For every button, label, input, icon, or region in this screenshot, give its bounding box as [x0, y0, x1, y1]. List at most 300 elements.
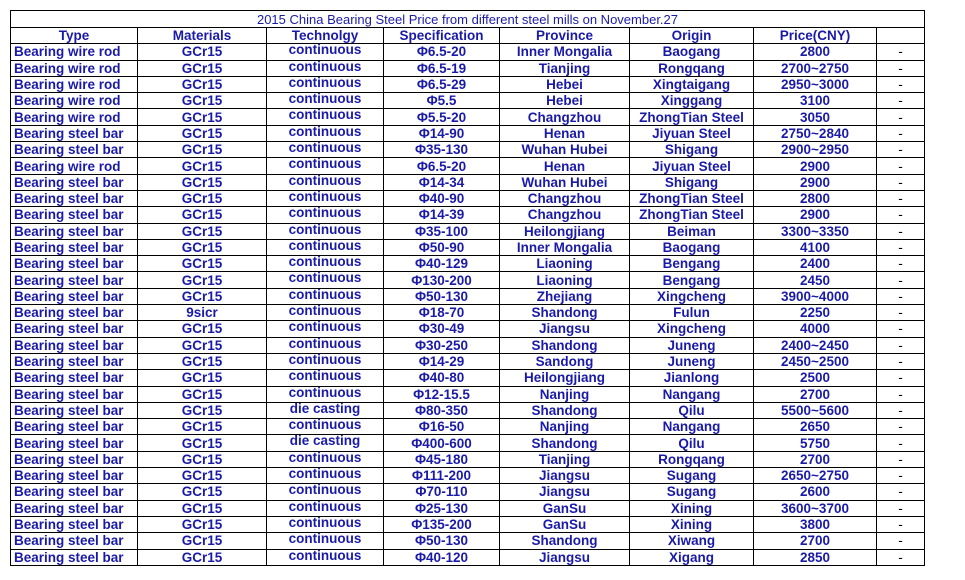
price-cell: 2450~2500 — [754, 353, 877, 369]
extra-cell: - — [877, 109, 925, 125]
province-cell: Sandong — [500, 353, 630, 369]
technology-cell: continuous — [267, 60, 384, 76]
province-cell: Shandong — [500, 337, 630, 353]
specification-cell: Φ25-130 — [384, 500, 500, 516]
type-cell: Bearing wire rod — [11, 60, 138, 76]
extra-cell: - — [877, 353, 925, 369]
specification-cell: Φ35-130 — [384, 142, 500, 158]
extra-cell: - — [877, 76, 925, 92]
price-cell: 5750 — [754, 435, 877, 451]
material-cell: GCr15 — [138, 468, 267, 484]
origin-cell: Xiwang — [630, 533, 754, 549]
technology-cell: continuous — [267, 305, 384, 321]
specification-cell: Φ40-90 — [384, 190, 500, 206]
origin-cell: Nangang — [630, 386, 754, 402]
type-cell: Bearing steel bar — [11, 435, 138, 451]
table-row — [11, 321, 925, 337]
material-cell: GCr15 — [138, 158, 267, 174]
material-cell: GCr15 — [138, 93, 267, 109]
specification-cell: Φ50-130 — [384, 288, 500, 304]
extra-cell: - — [877, 288, 925, 304]
specification-cell: Φ40-80 — [384, 370, 500, 386]
header-province: Province — [500, 28, 630, 44]
extra-cell: - — [877, 44, 925, 60]
type-cell: Bearing wire rod — [11, 158, 138, 174]
price-cell: 2400 — [754, 256, 877, 272]
specification-cell: Φ16-50 — [384, 419, 500, 435]
table-row — [11, 500, 925, 516]
technology-cell: continuous — [267, 239, 384, 255]
specification-cell: Φ111-200 — [384, 468, 500, 484]
province-cell: Liaoning — [500, 272, 630, 288]
province-cell: Jiangsu — [500, 468, 630, 484]
technology-cell: continuous — [267, 44, 384, 60]
table-row — [11, 223, 925, 239]
origin-cell: Sugang — [630, 484, 754, 500]
extra-cell: - — [877, 337, 925, 353]
extra-cell: - — [877, 370, 925, 386]
extra-cell: - — [877, 207, 925, 223]
material-cell: GCr15 — [138, 174, 267, 190]
technology-cell: continuous — [267, 190, 384, 206]
origin-cell: Baogang — [630, 239, 754, 255]
table-row — [11, 256, 925, 272]
technology-cell: continuous — [267, 158, 384, 174]
origin-cell: Nangang — [630, 419, 754, 435]
province-cell: Shandong — [500, 402, 630, 418]
material-cell: GCr15 — [138, 109, 267, 125]
type-cell: Bearing steel bar — [11, 305, 138, 321]
table-row — [11, 353, 925, 369]
type-cell: Bearing steel bar — [11, 516, 138, 532]
origin-cell: Shigang — [630, 142, 754, 158]
extra-cell: - — [877, 239, 925, 255]
technology-cell: continuous — [267, 76, 384, 92]
extra-cell: - — [877, 500, 925, 516]
type-cell: Bearing steel bar — [11, 142, 138, 158]
province-cell: Zhejiang — [500, 288, 630, 304]
technology-cell: continuous — [267, 451, 384, 467]
price-cell: 2650 — [754, 419, 877, 435]
origin-cell: Sugang — [630, 468, 754, 484]
extra-cell: - — [877, 468, 925, 484]
extra-cell: - — [877, 272, 925, 288]
province-cell: GanSu — [500, 500, 630, 516]
price-cell: 2600 — [754, 484, 877, 500]
price-cell: 2800 — [754, 44, 877, 60]
province-cell: Shandong — [500, 435, 630, 451]
origin-cell: Bengang — [630, 272, 754, 288]
type-cell: Bearing steel bar — [11, 370, 138, 386]
type-cell: Bearing steel bar — [11, 353, 138, 369]
origin-cell: Xingtaigang — [630, 76, 754, 92]
extra-cell: - — [877, 256, 925, 272]
table-row — [11, 516, 925, 532]
specification-cell: Φ45-180 — [384, 451, 500, 467]
origin-cell: Xingcheng — [630, 321, 754, 337]
table-row — [11, 533, 925, 549]
origin-cell: Bengang — [630, 256, 754, 272]
price-cell: 2700~2750 — [754, 60, 877, 76]
table-row — [11, 142, 925, 158]
header-extra — [877, 28, 925, 44]
price-cell: 2900 — [754, 174, 877, 190]
material-cell: GCr15 — [138, 402, 267, 418]
price-cell: 4000 — [754, 321, 877, 337]
province-cell: Shandong — [500, 305, 630, 321]
material-cell: GCr15 — [138, 125, 267, 141]
table-row — [11, 451, 925, 467]
origin-cell: ZhongTian Steel — [630, 207, 754, 223]
price-cell: 2450 — [754, 272, 877, 288]
price-cell: 2950~3000 — [754, 76, 877, 92]
specification-cell: Φ12-15.5 — [384, 386, 500, 402]
specification-cell: Φ5.5-20 — [384, 109, 500, 125]
specification-cell: Φ5.5 — [384, 93, 500, 109]
material-cell: GCr15 — [138, 370, 267, 386]
technology-cell: continuous — [267, 500, 384, 516]
technology-cell: continuous — [267, 288, 384, 304]
province-cell: Inner Mongalia — [500, 44, 630, 60]
specification-cell: Φ6.5-19 — [384, 60, 500, 76]
header-materials: Materials — [138, 28, 267, 44]
origin-cell: Rongqang — [630, 60, 754, 76]
origin-cell: Xigang — [630, 549, 754, 565]
province-cell: Heilongjiang — [500, 223, 630, 239]
table-row — [11, 468, 925, 484]
type-cell: Bearing steel bar — [11, 402, 138, 418]
material-cell: 9sicr — [138, 305, 267, 321]
price-cell: 3800 — [754, 516, 877, 532]
price-cell: 2700 — [754, 533, 877, 549]
province-cell: Jiangsu — [500, 549, 630, 565]
type-cell: Bearing steel bar — [11, 223, 138, 239]
type-cell: Bearing steel bar — [11, 337, 138, 353]
price-cell: 4100 — [754, 239, 877, 255]
table-row — [11, 370, 925, 386]
type-cell: Bearing steel bar — [11, 288, 138, 304]
specification-cell: Φ135-200 — [384, 516, 500, 532]
origin-cell: Shigang — [630, 174, 754, 190]
material-cell: GCr15 — [138, 142, 267, 158]
specification-cell: Φ14-90 — [384, 125, 500, 141]
type-cell: Bearing steel bar — [11, 207, 138, 223]
origin-cell: Fulun — [630, 305, 754, 321]
header-type: Type — [11, 28, 138, 44]
type-cell: Bearing wire rod — [11, 44, 138, 60]
type-cell: Bearing steel bar — [11, 256, 138, 272]
table-row — [11, 190, 925, 206]
material-cell: GCr15 — [138, 549, 267, 565]
table-row — [11, 60, 925, 76]
type-cell: Bearing steel bar — [11, 419, 138, 435]
price-cell: 2800 — [754, 190, 877, 206]
table-row — [11, 484, 925, 500]
extra-cell: - — [877, 321, 925, 337]
extra-cell: - — [877, 223, 925, 239]
type-cell: Bearing steel bar — [11, 484, 138, 500]
extra-cell: - — [877, 158, 925, 174]
specification-cell: Φ30-49 — [384, 321, 500, 337]
origin-cell: Xingcheng — [630, 288, 754, 304]
province-cell: Shandong — [500, 533, 630, 549]
title-row — [11, 11, 925, 28]
province-cell: Nanjing — [500, 419, 630, 435]
technology-cell: continuous — [267, 93, 384, 109]
material-cell: GCr15 — [138, 256, 267, 272]
specification-cell: Φ30-250 — [384, 337, 500, 353]
type-cell: Bearing steel bar — [11, 321, 138, 337]
origin-cell: Qilu — [630, 435, 754, 451]
province-cell: Changzhou — [500, 207, 630, 223]
origin-cell: ZhongTian Steel — [630, 109, 754, 125]
origin-cell: Jiyuan Steel — [630, 158, 754, 174]
material-cell: GCr15 — [138, 190, 267, 206]
price-cell: 2750~2840 — [754, 125, 877, 141]
type-cell: Bearing steel bar — [11, 272, 138, 288]
technology-cell: continuous — [267, 256, 384, 272]
type-cell: Bearing wire rod — [11, 93, 138, 109]
extra-cell: - — [877, 174, 925, 190]
table-row — [11, 207, 925, 223]
specification-cell: Φ50-130 — [384, 533, 500, 549]
technology-cell: continuous — [267, 223, 384, 239]
province-cell: Jiangsu — [500, 484, 630, 500]
table-row — [11, 44, 925, 60]
specification-cell: Φ6.5-20 — [384, 44, 500, 60]
specification-cell: Φ130-200 — [384, 272, 500, 288]
province-cell: Tianjing — [500, 60, 630, 76]
specification-cell: Φ70-110 — [384, 484, 500, 500]
specification-cell: Φ14-29 — [384, 353, 500, 369]
technology-cell: continuous — [267, 386, 384, 402]
material-cell: GCr15 — [138, 223, 267, 239]
province-cell: Liaoning — [500, 256, 630, 272]
technology-cell: continuous — [267, 337, 384, 353]
technology-cell: continuous — [267, 142, 384, 158]
specification-cell: Φ400-600 — [384, 435, 500, 451]
price-cell: 2900 — [754, 207, 877, 223]
province-cell: Wuhan Hubei — [500, 174, 630, 190]
technology-cell: die casting — [267, 402, 384, 418]
origin-cell: Jianlong — [630, 370, 754, 386]
extra-cell: - — [877, 533, 925, 549]
province-cell: Tianjing — [500, 451, 630, 467]
origin-cell: Beiman — [630, 223, 754, 239]
price-table — [10, 10, 925, 566]
extra-cell: - — [877, 435, 925, 451]
technology-cell: continuous — [267, 125, 384, 141]
province-cell: GanSu — [500, 516, 630, 532]
type-cell: Bearing steel bar — [11, 549, 138, 565]
type-cell: Bearing steel bar — [11, 500, 138, 516]
technology-cell: continuous — [267, 419, 384, 435]
material-cell: GCr15 — [138, 60, 267, 76]
table-row — [11, 174, 925, 190]
origin-cell: Xining — [630, 500, 754, 516]
province-cell: Heilongjiang — [500, 370, 630, 386]
origin-cell: Rongqang — [630, 451, 754, 467]
table-row — [11, 305, 925, 321]
price-cell: 3600~3700 — [754, 500, 877, 516]
specification-cell: Φ6.5-29 — [384, 76, 500, 92]
province-cell: Inner Mongalia — [500, 239, 630, 255]
extra-cell: - — [877, 451, 925, 467]
material-cell: GCr15 — [138, 239, 267, 255]
material-cell: GCr15 — [138, 76, 267, 92]
type-cell: Bearing wire rod — [11, 109, 138, 125]
table-row — [11, 419, 925, 435]
type-cell: Bearing steel bar — [11, 468, 138, 484]
material-cell: GCr15 — [138, 484, 267, 500]
specification-cell: Φ14-39 — [384, 207, 500, 223]
material-cell: GCr15 — [138, 207, 267, 223]
technology-cell: continuous — [267, 516, 384, 532]
type-cell: Bearing steel bar — [11, 190, 138, 206]
extra-cell: - — [877, 484, 925, 500]
origin-cell: Jiyuan Steel — [630, 125, 754, 141]
origin-cell: Baogang — [630, 44, 754, 60]
header-specification: Specification — [384, 28, 500, 44]
extra-cell: - — [877, 60, 925, 76]
province-cell: Hebei — [500, 76, 630, 92]
province-cell: Nanjing — [500, 386, 630, 402]
price-cell: 2650~2750 — [754, 468, 877, 484]
type-cell: Bearing wire rod — [11, 76, 138, 92]
header-technology: Technolgy — [267, 28, 384, 44]
extra-cell: - — [877, 549, 925, 565]
origin-cell: Xining — [630, 516, 754, 532]
table-row — [11, 402, 925, 418]
table-row — [11, 337, 925, 353]
header-origin: Origin — [630, 28, 754, 44]
technology-cell: continuous — [267, 484, 384, 500]
extra-cell: - — [877, 93, 925, 109]
table-row — [11, 158, 925, 174]
price-cell: 2850 — [754, 549, 877, 565]
table-row — [11, 76, 925, 92]
technology-cell: continuous — [267, 468, 384, 484]
technology-cell: die casting — [267, 435, 384, 451]
specification-cell: Φ80-350 — [384, 402, 500, 418]
province-cell: Wuhan Hubei — [500, 142, 630, 158]
material-cell: GCr15 — [138, 288, 267, 304]
type-cell: Bearing steel bar — [11, 386, 138, 402]
table-row — [11, 288, 925, 304]
technology-cell: continuous — [267, 207, 384, 223]
price-cell: 3900~4000 — [754, 288, 877, 304]
province-cell: Changzhou — [500, 109, 630, 125]
price-cell: 3300~3350 — [754, 223, 877, 239]
extra-cell: - — [877, 305, 925, 321]
extra-cell: - — [877, 190, 925, 206]
price-cell: 2250 — [754, 305, 877, 321]
material-cell: GCr15 — [138, 451, 267, 467]
specification-cell: Φ35-100 — [384, 223, 500, 239]
type-cell: Bearing steel bar — [11, 533, 138, 549]
table-title: 2015 China Bearing Steel Price from different steel mills on November.27 — [11, 11, 925, 28]
extra-cell: - — [877, 125, 925, 141]
technology-cell: continuous — [267, 174, 384, 190]
province-cell: Henan — [500, 158, 630, 174]
type-cell: Bearing steel bar — [11, 451, 138, 467]
table-row — [11, 272, 925, 288]
material-cell: GCr15 — [138, 337, 267, 353]
table-row — [11, 435, 925, 451]
price-cell: 5500~5600 — [754, 402, 877, 418]
extra-cell: - — [877, 516, 925, 532]
extra-cell: - — [877, 419, 925, 435]
material-cell: GCr15 — [138, 353, 267, 369]
origin-cell: Juneng — [630, 337, 754, 353]
origin-cell: Xinggang — [630, 93, 754, 109]
extra-cell: - — [877, 386, 925, 402]
header-row — [11, 28, 925, 44]
material-cell: GCr15 — [138, 500, 267, 516]
technology-cell: continuous — [267, 353, 384, 369]
province-cell: Jiangsu — [500, 321, 630, 337]
specification-cell: Φ50-90 — [384, 239, 500, 255]
price-cell: 3100 — [754, 93, 877, 109]
origin-cell: Qilu — [630, 402, 754, 418]
type-cell: Bearing steel bar — [11, 125, 138, 141]
province-cell: Hebei — [500, 93, 630, 109]
technology-cell: continuous — [267, 109, 384, 125]
origin-cell: Juneng — [630, 353, 754, 369]
table-row — [11, 109, 925, 125]
material-cell: GCr15 — [138, 272, 267, 288]
specification-cell: Φ6.5-20 — [384, 158, 500, 174]
technology-cell: continuous — [267, 321, 384, 337]
type-cell: Bearing steel bar — [11, 239, 138, 255]
material-cell: GCr15 — [138, 386, 267, 402]
table-row — [11, 93, 925, 109]
material-cell: GCr15 — [138, 321, 267, 337]
province-cell: Henan — [500, 125, 630, 141]
table-row — [11, 549, 925, 565]
price-cell: 3050 — [754, 109, 877, 125]
material-cell: GCr15 — [138, 435, 267, 451]
technology-cell: continuous — [267, 533, 384, 549]
material-cell: GCr15 — [138, 419, 267, 435]
price-cell: 2700 — [754, 386, 877, 402]
type-cell: Bearing steel bar — [11, 174, 138, 190]
header-price: Price(CNY) — [754, 28, 877, 44]
technology-cell: continuous — [267, 549, 384, 565]
technology-cell: continuous — [267, 370, 384, 386]
price-cell: 2900 — [754, 158, 877, 174]
table-row — [11, 125, 925, 141]
province-cell: Changzhou — [500, 190, 630, 206]
extra-cell: - — [877, 402, 925, 418]
technology-cell: continuous — [267, 272, 384, 288]
material-cell: GCr15 — [138, 44, 267, 60]
specification-cell: Φ18-70 — [384, 305, 500, 321]
table-row — [11, 386, 925, 402]
specification-cell: Φ14-34 — [384, 174, 500, 190]
price-cell: 2700 — [754, 451, 877, 467]
material-cell: GCr15 — [138, 516, 267, 532]
price-cell: 2900~2950 — [754, 142, 877, 158]
material-cell: GCr15 — [138, 533, 267, 549]
specification-cell: Φ40-120 — [384, 549, 500, 565]
origin-cell: ZhongTian Steel — [630, 190, 754, 206]
price-cell: 2500 — [754, 370, 877, 386]
price-cell: 2400~2450 — [754, 337, 877, 353]
extra-cell: - — [877, 142, 925, 158]
specification-cell: Φ40-129 — [384, 256, 500, 272]
table-row — [11, 239, 925, 255]
